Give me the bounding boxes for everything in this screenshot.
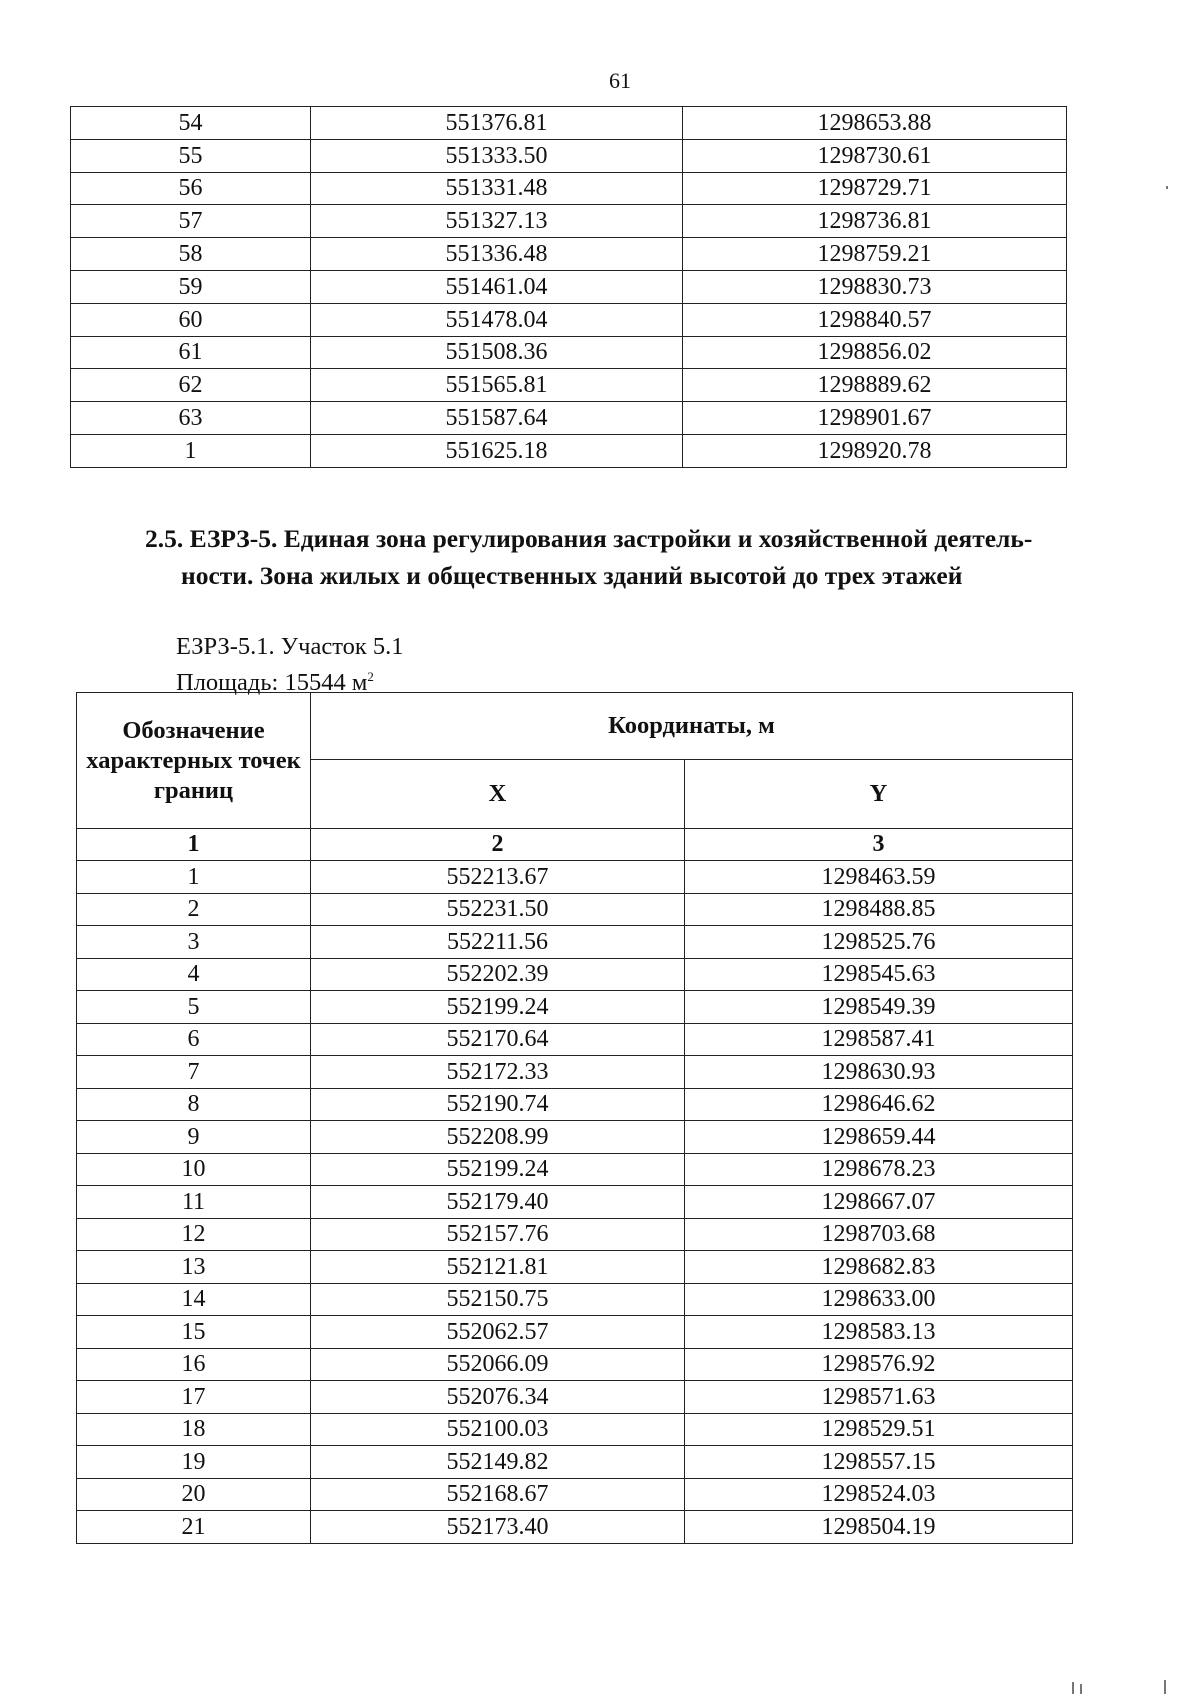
- table-row: [77, 1153, 1073, 1186]
- coords-header: Координаты, м: [311, 693, 1073, 760]
- y-cell: 1298576.92: [685, 1348, 1073, 1381]
- point-cell: 7: [77, 1056, 311, 1089]
- y-cell: 1298759.21: [683, 238, 1067, 271]
- table-row: [71, 238, 1067, 271]
- y-cell: 1298549.39: [685, 991, 1073, 1024]
- point-cell: 21: [77, 1511, 311, 1544]
- section-heading: [145, 520, 1135, 594]
- y-header: Y: [685, 760, 1073, 829]
- y-cell: 1298667.07: [685, 1186, 1073, 1219]
- table-row: [77, 1283, 1073, 1316]
- point-cell: 58: [71, 238, 311, 271]
- table-row: [77, 1348, 1073, 1381]
- table-row: [77, 1088, 1073, 1121]
- point-cell: 10: [77, 1153, 311, 1186]
- table-row: [77, 1478, 1073, 1511]
- plot-name: ЕЗРЗ-5.1. Участок 5.1: [176, 633, 404, 660]
- y-cell: 1298587.41: [685, 1023, 1073, 1056]
- y-cell: 1298545.63: [685, 958, 1073, 991]
- y-cell: 1298856.02: [683, 336, 1067, 369]
- table-row: [71, 303, 1067, 336]
- y-cell: 1298463.59: [685, 861, 1073, 894]
- point-cell: 61: [71, 336, 311, 369]
- y-cell: 1298571.63: [685, 1381, 1073, 1414]
- point-cell: 6: [77, 1023, 311, 1056]
- table-row: [71, 107, 1067, 140]
- point-cell: 9: [77, 1121, 311, 1154]
- table-row: [71, 270, 1067, 303]
- point-cell: 3: [77, 926, 311, 959]
- y-cell: 1298736.81: [683, 205, 1067, 238]
- y-cell: 1298729.71: [683, 172, 1067, 205]
- x-cell: 552076.34: [311, 1381, 685, 1414]
- y-cell: 1298901.67: [683, 402, 1067, 435]
- y-cell: 1298633.00: [685, 1283, 1073, 1316]
- point-cell: 16: [77, 1348, 311, 1381]
- y-cell: 1298840.57: [683, 303, 1067, 336]
- plot-area-label: Площадь: 15544 м: [176, 669, 368, 697]
- page-number: 61: [609, 68, 631, 93]
- y-cell: 1298646.62: [685, 1088, 1073, 1121]
- x-header: X: [311, 760, 685, 829]
- y-cell: 1298830.73: [683, 270, 1067, 303]
- y-cell: 1298630.93: [685, 1056, 1073, 1089]
- point-cell: 20: [77, 1478, 311, 1511]
- table-row: [77, 1023, 1073, 1056]
- table-row: [71, 139, 1067, 172]
- x-cell: 552179.40: [311, 1186, 685, 1219]
- table-row: [77, 1446, 1073, 1479]
- table-row: [71, 172, 1067, 205]
- point-cell: 57: [71, 205, 311, 238]
- x-cell: 552062.57: [311, 1316, 685, 1349]
- point-cell: 1: [77, 861, 311, 894]
- point-cell: 56: [71, 172, 311, 205]
- table-row: [77, 1186, 1073, 1219]
- plot-area-unit-sup: 2: [367, 669, 374, 684]
- point-cell: 15: [77, 1316, 311, 1349]
- y-cell: 1298682.83: [685, 1251, 1073, 1284]
- y-cell: 1298488.85: [685, 893, 1073, 926]
- point-cell: 5: [77, 991, 311, 1024]
- x-cell: 552202.39: [311, 958, 685, 991]
- x-cell: 551461.04: [311, 270, 683, 303]
- x-cell: 551478.04: [311, 303, 683, 336]
- y-cell: 1298583.13: [685, 1316, 1073, 1349]
- point-cell: 55: [71, 139, 311, 172]
- table-row: [77, 958, 1073, 991]
- point-cell: 18: [77, 1413, 311, 1446]
- x-cell: 551327.13: [311, 205, 683, 238]
- point-cell: 8: [77, 1088, 311, 1121]
- table-row: [77, 1511, 1073, 1544]
- x-cell: 552157.76: [311, 1218, 685, 1251]
- y-cell: 1298889.62: [683, 369, 1067, 402]
- point-cell: 12: [77, 1218, 311, 1251]
- column-number: 1: [77, 829, 311, 861]
- y-cell: 1298653.88: [683, 107, 1067, 140]
- table-row: [77, 1316, 1073, 1349]
- x-cell: 552149.82: [311, 1446, 685, 1479]
- table-row: [77, 1413, 1073, 1446]
- x-cell: 552213.67: [311, 861, 685, 894]
- column-number: 3: [685, 829, 1073, 861]
- x-cell: 552172.33: [311, 1056, 685, 1089]
- x-cell: 552173.40: [311, 1511, 685, 1544]
- table-row: [77, 893, 1073, 926]
- column-number: 2: [311, 829, 685, 861]
- x-cell: 552231.50: [311, 893, 685, 926]
- scan-artifact: [1080, 1684, 1082, 1694]
- y-cell: 1298730.61: [683, 139, 1067, 172]
- point-cell: 54: [71, 107, 311, 140]
- table-row: [71, 434, 1067, 467]
- scan-artifact: [1166, 186, 1168, 189]
- point-cell: 11: [77, 1186, 311, 1219]
- x-cell: 551331.48: [311, 172, 683, 205]
- table-row: [77, 1381, 1073, 1414]
- x-cell: 551376.81: [311, 107, 683, 140]
- scan-artifact: [1072, 1682, 1074, 1694]
- x-cell: 552211.56: [311, 926, 685, 959]
- point-cell: 63: [71, 402, 311, 435]
- x-cell: 551587.64: [311, 402, 683, 435]
- y-cell: 1298557.15: [685, 1446, 1073, 1479]
- point-cell: 59: [71, 270, 311, 303]
- points-header: Обозначение характерных точек границ: [77, 693, 311, 829]
- table-row: [71, 336, 1067, 369]
- point-cell: 4: [77, 958, 311, 991]
- point-cell: 62: [71, 369, 311, 402]
- section-heading-line1: 2.5. ЕЗРЗ-5. Единая зона регулирования застройки и хозяйственной деятель-: [145, 524, 1033, 553]
- point-cell: 2: [77, 893, 311, 926]
- table-row: [77, 1251, 1073, 1284]
- table-row: [77, 861, 1073, 894]
- coordinates-table: [76, 692, 1073, 1544]
- x-cell: 552150.75: [311, 1283, 685, 1316]
- x-cell: 551508.36: [311, 336, 683, 369]
- table-row: [77, 1218, 1073, 1251]
- x-cell: 552190.74: [311, 1088, 685, 1121]
- scan-artifact: [1164, 1680, 1166, 1694]
- y-cell: 1298504.19: [685, 1511, 1073, 1544]
- table-row: [77, 1121, 1073, 1154]
- table-row: [71, 205, 1067, 238]
- x-cell: 551336.48: [311, 238, 683, 271]
- y-cell: 1298678.23: [685, 1153, 1073, 1186]
- x-cell: 552121.81: [311, 1251, 685, 1284]
- x-cell: 552100.03: [311, 1413, 685, 1446]
- x-cell: 552170.64: [311, 1023, 685, 1056]
- point-cell: 19: [77, 1446, 311, 1479]
- y-cell: 1298529.51: [685, 1413, 1073, 1446]
- x-cell: 551333.50: [311, 139, 683, 172]
- table-row: [77, 926, 1073, 959]
- x-cell: 552066.09: [311, 1348, 685, 1381]
- x-cell: 552199.24: [311, 1153, 685, 1186]
- table-row: [71, 402, 1067, 435]
- x-cell: 552208.99: [311, 1121, 685, 1154]
- table-row: [71, 369, 1067, 402]
- x-cell: 551565.81: [311, 369, 683, 402]
- table-row: [77, 991, 1073, 1024]
- x-cell: 552168.67: [311, 1478, 685, 1511]
- point-cell: 13: [77, 1251, 311, 1284]
- y-cell: 1298659.44: [685, 1121, 1073, 1154]
- y-cell: 1298920.78: [683, 434, 1067, 467]
- point-cell: 60: [71, 303, 311, 336]
- y-cell: 1298525.76: [685, 926, 1073, 959]
- x-cell: 552199.24: [311, 991, 685, 1024]
- table-row: [77, 1056, 1073, 1089]
- y-cell: 1298703.68: [685, 1218, 1073, 1251]
- point-cell: 17: [77, 1381, 311, 1414]
- section-heading-line2: ности. Зона жилых и общественных зданий высотой до трех этажей: [181, 561, 963, 590]
- x-cell: 551625.18: [311, 434, 683, 467]
- point-cell: 14: [77, 1283, 311, 1316]
- y-cell: 1298524.03: [685, 1478, 1073, 1511]
- point-cell: 1: [71, 434, 311, 467]
- coordinates-table-continued: [70, 106, 1067, 468]
